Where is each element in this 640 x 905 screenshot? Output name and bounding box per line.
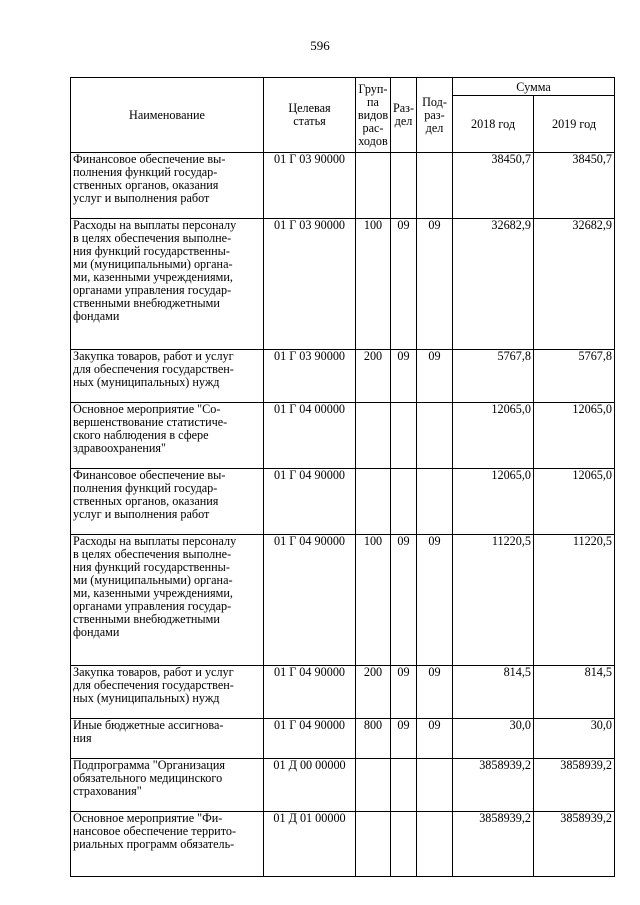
row-amount-2018: 5767,8 [453, 350, 534, 403]
table-row [71, 666, 615, 719]
row-amount-2019: 814,5 [534, 666, 615, 719]
row-amount-2019: 3858939,2 [534, 759, 615, 812]
table-row [71, 403, 615, 469]
row-section [391, 153, 417, 219]
row-name: Закупка товаров, работ и услуг для обеспечения государствен- ных (муниципальных) нужд [71, 666, 264, 719]
row-subsection [417, 759, 453, 812]
row-amount-2018: 12065,0 [453, 469, 534, 535]
row-name: Иные бюджетные ассигнова- ния [71, 719, 264, 759]
page-number: 596 [310, 38, 330, 53]
table-row [71, 535, 615, 666]
budget-table [70, 77, 615, 877]
row-target-article: 01 Г 03 90000 [264, 350, 356, 403]
row-amount-2019: 12065,0 [534, 469, 615, 535]
row-subsection: 09 [417, 535, 453, 666]
row-amount-2018: 30,0 [453, 719, 534, 759]
row-amount-2019: 5767,8 [534, 350, 615, 403]
row-target-article: 01 Д 01 00000 [264, 812, 356, 877]
row-name: Основное мероприятие "Фи- нансовое обеспечение террито- риальных программ обязатель- [71, 812, 264, 877]
row-amount-2018: 38450,7 [453, 153, 534, 219]
row-amount-2018: 3858939,2 [453, 812, 534, 877]
row-target-article: 01 Д 00 00000 [264, 759, 356, 812]
header-name: Наименование [71, 78, 264, 153]
row-expense-group: 100 [356, 219, 391, 350]
row-name: Расходы на выплаты персоналу в целях обеспечения выполне- ния функций государственны- ми (муниципальными) органа- ми, казенными учреждениями, органами управления государ- ственными внебюджетными фондами [71, 219, 264, 350]
row-target-article: 01 Г 03 90000 [264, 153, 356, 219]
row-target-article: 01 Г 04 00000 [264, 403, 356, 469]
row-expense-group: 200 [356, 666, 391, 719]
row-target-article: 01 Г 04 90000 [264, 666, 356, 719]
row-amount-2019: 12065,0 [534, 403, 615, 469]
row-amount-2018: 32682,9 [453, 219, 534, 350]
row-subsection: 09 [417, 719, 453, 759]
row-expense-group [356, 759, 391, 812]
row-name: Финансовое обеспечение вы- полнения функций государ- ственных органов, оказания услуг и выполнения работ [71, 153, 264, 219]
row-amount-2019: 30,0 [534, 719, 615, 759]
row-section: 09 [391, 350, 417, 403]
row-section [391, 469, 417, 535]
row-amount-2019: 32682,9 [534, 219, 615, 350]
row-amount-2019: 3858939,2 [534, 812, 615, 877]
table-row [71, 469, 615, 535]
row-section: 09 [391, 719, 417, 759]
header-year-2019: 2019 год [534, 96, 615, 153]
row-amount-2018: 814,5 [453, 666, 534, 719]
row-subsection: 09 [417, 350, 453, 403]
table-row [71, 219, 615, 350]
row-subsection [417, 153, 453, 219]
row-amount-2018: 12065,0 [453, 403, 534, 469]
table-row [71, 719, 615, 759]
row-subsection [417, 469, 453, 535]
row-expense-group [356, 469, 391, 535]
row-subsection [417, 812, 453, 877]
row-subsection [417, 403, 453, 469]
header-year-2018: 2018 год [453, 96, 534, 153]
row-target-article: 01 Г 04 90000 [264, 469, 356, 535]
row-expense-group: 800 [356, 719, 391, 759]
row-subsection: 09 [417, 219, 453, 350]
row-name: Подпрограмма "Организация обязательного медицинского страхования" [71, 759, 264, 812]
row-expense-group [356, 403, 391, 469]
row-section [391, 759, 417, 812]
table-row [71, 350, 615, 403]
table-row [71, 153, 615, 219]
row-section: 09 [391, 666, 417, 719]
table-row [71, 759, 615, 812]
row-section: 09 [391, 219, 417, 350]
header-subsection: Под- раз- дел [417, 78, 453, 153]
row-target-article: 01 Г 04 90000 [264, 535, 356, 666]
row-expense-group [356, 812, 391, 877]
row-amount-2018: 3858939,2 [453, 759, 534, 812]
header-target-article: Целевая статья [264, 78, 356, 153]
table-row [71, 812, 615, 877]
row-section [391, 812, 417, 877]
header-section: Раз- дел [391, 78, 417, 153]
row-name: Основное мероприятие "Со- вершенствование статистиче- ского наблюдения в сфере здравоохранения" [71, 403, 264, 469]
row-target-article: 01 Г 03 90000 [264, 219, 356, 350]
header-sum: Сумма [453, 78, 615, 96]
row-name: Финансовое обеспечение вы- полнения функций государ- ственных органов, оказания услуг и выполнения работ [71, 469, 264, 535]
header-expense-group: Груп- па видов рас- ходов [356, 78, 391, 153]
row-expense-group: 100 [356, 535, 391, 666]
table-body [71, 153, 615, 877]
row-name: Закупка товаров, работ и услуг для обеспечения государствен- ных (муниципальных) нужд [71, 350, 264, 403]
row-amount-2018: 11220,5 [453, 535, 534, 666]
row-target-article: 01 Г 04 90000 [264, 719, 356, 759]
row-expense-group [356, 153, 391, 219]
row-section: 09 [391, 535, 417, 666]
row-expense-group: 200 [356, 350, 391, 403]
row-subsection: 09 [417, 666, 453, 719]
row-name: Расходы на выплаты персоналу в целях обеспечения выполне- ния функций государственны- ми (муниципальными) органа- ми, казенными учреждениями, органами управления государ- ственными внебюджетными фондами [71, 535, 264, 666]
row-amount-2019: 11220,5 [534, 535, 615, 666]
row-section [391, 403, 417, 469]
row-amount-2019: 38450,7 [534, 153, 615, 219]
